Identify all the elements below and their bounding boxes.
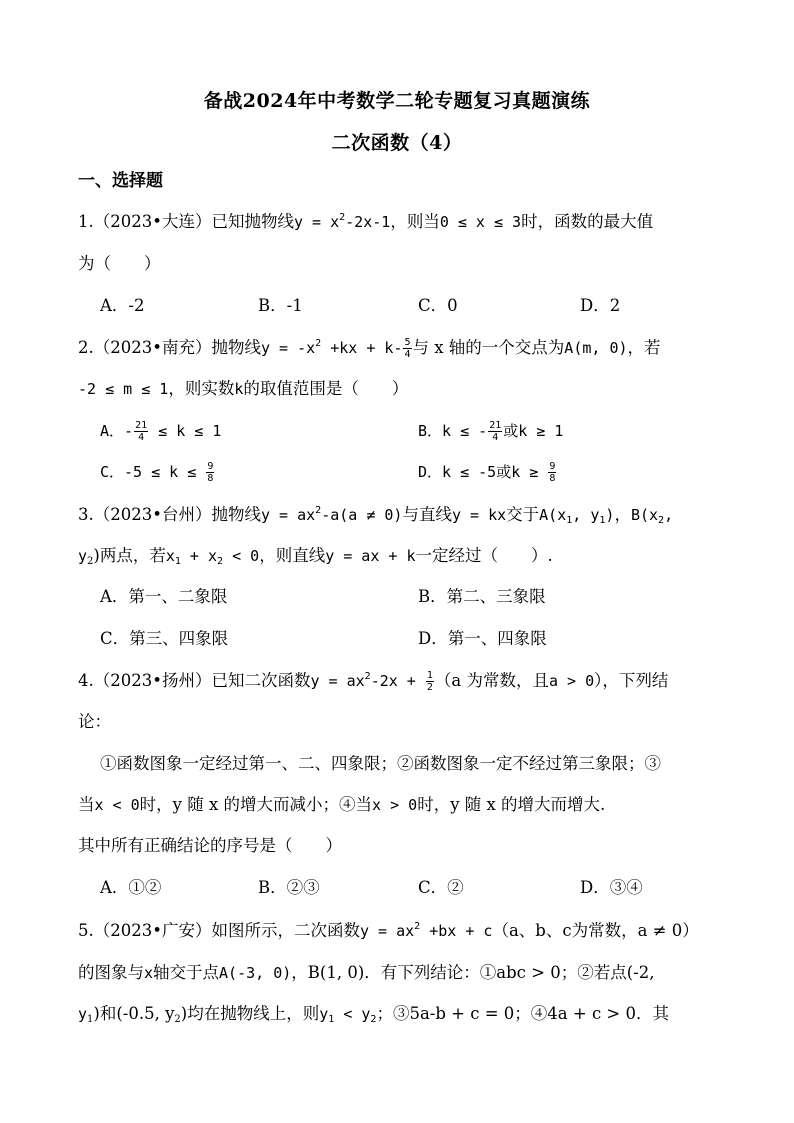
q5-y1-sub: 1	[87, 1014, 94, 1025]
q3-line2-eq: y = ax + k	[325, 547, 416, 565]
q5-prefix: 5.（2023•广安）如图所示，二次函数	[78, 921, 360, 940]
q4-eq-part1: y = ax	[310, 672, 365, 690]
q4-line4-a: 当	[78, 795, 95, 814]
q4-line4-e: 时，y 随 x 的增大而增大.	[417, 795, 606, 814]
q2-option-c-den: 8	[207, 473, 214, 484]
q5-line3-b: )和(-0.5, y	[93, 1004, 175, 1023]
q5-cmp-lt: < y	[334, 1005, 371, 1023]
q5-eq-part2: +bx + c	[420, 922, 493, 940]
q2-eq	[260, 337, 413, 360]
q2-option-b-post: 或k ≥ 1	[503, 422, 564, 440]
question-5-line-3	[78, 1003, 669, 1025]
q2-option-a-num: 21	[135, 420, 148, 431]
q2-option-c[interactable]	[100, 461, 215, 484]
q3-pb-end: ,	[664, 506, 674, 524]
q4-fraction	[426, 670, 434, 693]
q2-option-a[interactable]	[100, 420, 221, 443]
q2-exponent: 2	[315, 338, 322, 349]
q5-eq	[360, 922, 492, 940]
q3-sum-condition	[166, 547, 259, 565]
q4-frac-num: 1	[426, 670, 433, 681]
q4-eq	[310, 670, 434, 693]
q2-option-b-pre: B．k ≤ -	[418, 422, 488, 440]
document-title: 备战2024年中考数学二轮专题复习真题演练	[203, 90, 591, 112]
q4-x-gt-0: x > 0	[372, 796, 418, 814]
q2-eq-part1: y = -x	[260, 339, 316, 357]
q2-prefix: 2.（2023•南充）抛物线	[78, 338, 261, 357]
q1-option-b[interactable]: B．-1	[258, 296, 303, 315]
q3-line-eq: y = kx	[451, 506, 507, 524]
q1-eq-part1: y = x	[293, 213, 340, 231]
q1-option-a[interactable]: A．-2	[100, 296, 145, 315]
q2-option-a-pre: A．-	[100, 422, 134, 440]
q3-option-b[interactable]: B．第二、三象限	[418, 587, 546, 606]
q4-frac-den: 2	[426, 682, 433, 693]
q1-exponent: 2	[339, 212, 346, 223]
q3-pa-mid: , y	[572, 506, 600, 524]
q4-option-c[interactable]: C．②	[418, 878, 464, 897]
q5-line3-f: ；③5a-b + c = 0；④4a + c > 0．其	[376, 1004, 669, 1023]
q4-condition: a > 0	[549, 672, 595, 690]
q2-point: A(m, 0)	[564, 339, 628, 357]
q3-eq-part1: y = ax	[260, 506, 316, 524]
q5-point-a: A(-3, 0)	[219, 964, 292, 982]
question-5-line-2	[78, 962, 654, 984]
q3-pb-1: B(x	[630, 506, 659, 524]
q3-pa-sub2: 1	[599, 515, 606, 526]
q1-option-d[interactable]: D．2	[580, 296, 621, 315]
document-subtitle: 二次函数（4）	[331, 132, 463, 154]
q3-pa-sub1: 1	[566, 515, 573, 526]
q3-eq-part2: -a(a ≠ 0)	[321, 506, 403, 524]
q1-mid: ，则当	[390, 212, 440, 231]
q5-eq-part1: y = ax	[359, 922, 415, 940]
q2-option-c-num: 9	[207, 461, 214, 472]
q5-y1: y	[78, 1005, 88, 1023]
q2-option-d-pre: D．k ≤ -5或k ≥	[418, 463, 548, 481]
question-4-statements-line-1: ①函数图象一定经过第一、二、四象限；②函数图象一定不经过第三象限；③	[100, 754, 661, 773]
q2-frac-num: 5	[404, 337, 411, 348]
q4-option-a[interactable]: A．①②	[100, 878, 162, 897]
q3-option-d[interactable]: D．第一、四象限	[418, 629, 547, 648]
question-5-line-1	[78, 920, 699, 942]
q3-mid: 与直线	[402, 505, 452, 524]
q1-prefix: 1.（2023•大连）已知抛物线	[78, 212, 294, 231]
q5-line2-e: ，B(1, 0)．有下列结论：①abc > 0；②若点(-2,	[291, 963, 655, 982]
q2-option-d[interactable]	[418, 461, 557, 484]
q2-range: -2 ≤ m ≤ 1	[78, 380, 169, 398]
q2-option-b[interactable]	[418, 420, 563, 443]
q1-option-c[interactable]: C．0	[418, 296, 458, 315]
q3-option-c[interactable]: C．第三、四象限	[100, 629, 229, 648]
q3-option-a[interactable]: A．第一、二象限	[100, 587, 228, 606]
q1-post: 时，函数的最大值	[521, 212, 654, 231]
q4-eq-part2: -2x +	[370, 672, 425, 690]
question-4-line-2: 论：	[78, 712, 111, 731]
q5-line2-c: 轴交于点	[153, 963, 220, 982]
q2-frac-den: 4	[404, 349, 411, 360]
question-1-line-1	[78, 211, 653, 233]
q2-option-a-post: ≤ k ≤ 1	[149, 422, 222, 440]
q5-cmp-y2-sub: 2	[370, 1014, 377, 1025]
q3-mid2: 交于	[506, 505, 540, 524]
q3-line2-b: ，则直线	[259, 546, 326, 565]
q4-option-b[interactable]: B．②③	[258, 878, 320, 897]
q3-plus-x: + x	[180, 547, 218, 565]
q3-x1: x	[165, 547, 175, 565]
question-2-line-2	[78, 378, 408, 400]
question-4-statements-line-2	[78, 794, 605, 816]
q3-point-a	[539, 506, 614, 524]
q2-option-b-fraction	[488, 420, 502, 443]
q3-lt-zero: < 0	[223, 547, 260, 565]
question-3-line-1	[78, 504, 673, 526]
q5-x-axis: x	[144, 964, 154, 982]
q2-option-c-fraction	[206, 461, 214, 484]
q4-mid: （a 为常数，且	[434, 671, 549, 690]
question-4-prompt: 其中所有正确结论的序号是（ ）	[78, 836, 342, 855]
q5-line2-a: 的图象与	[78, 963, 144, 982]
q2-option-b-num: 21	[489, 420, 502, 431]
q4-x-lt-0: x < 0	[94, 796, 140, 814]
q5-cmp-y1: y	[319, 1005, 329, 1023]
q5-compare	[319, 1005, 376, 1023]
q2-eq-part2: +kx + k-	[321, 339, 403, 357]
question-3-line-2	[78, 545, 553, 567]
q2-option-a-fraction	[134, 420, 148, 443]
q2-option-a-den: 4	[138, 432, 145, 443]
section-heading: 一、选择题	[78, 171, 163, 191]
q2-var-k: k	[234, 380, 244, 398]
q2-option-d-num: 9	[549, 461, 556, 472]
q3-y2: y	[78, 547, 88, 565]
question-2-line-1	[78, 337, 661, 360]
q3-point-b	[631, 506, 673, 524]
q2-post2: ，若	[627, 338, 661, 357]
q3-eq	[261, 506, 403, 524]
q3-exponent: 2	[315, 505, 322, 516]
q3-line2-c: 一定经过（ ）.	[415, 546, 553, 565]
q3-pa-1: A(x	[539, 506, 567, 524]
q5-post: （a、b、c为常数，a ≠ 0）	[492, 921, 699, 940]
q4-exponent: 2	[364, 671, 371, 682]
q3-line2-a: )两点，若	[93, 546, 166, 565]
q5-cmp-y1-sub: 1	[328, 1014, 335, 1025]
q5-exponent: 2	[414, 921, 421, 932]
q3-pa-end: )	[605, 506, 615, 524]
q2-post: 与 x 轴的一个交点为	[412, 338, 565, 357]
q5-line3-c: )均在抛物线上，则	[180, 1004, 320, 1023]
q2-option-b-den: 4	[492, 432, 499, 443]
q4-post: ），下列结	[594, 671, 669, 690]
q2-fraction	[403, 337, 411, 360]
q2-line2-text: ，则实数	[168, 379, 235, 398]
q3-y2-sub: 2	[87, 556, 94, 567]
q1-condition: 0 ≤ x ≤ 3	[439, 213, 522, 231]
q4-line4-c: 时，y 随 x 的增大而减小；④当	[139, 795, 373, 814]
q4-prefix: 4.（2023•扬州）已知二次函数	[78, 671, 311, 690]
question-1-line-2: 为（ ）	[78, 254, 161, 273]
q3-x1-sub: 1	[174, 556, 181, 567]
q5-y2-sub: 2	[174, 1014, 181, 1025]
q2-option-d-den: 8	[549, 473, 556, 484]
q1-eq-part2: -2x-1	[345, 213, 391, 231]
q2-option-c-pre: C．-5 ≤ k ≤	[100, 463, 206, 481]
q2-line2-end: 的取值范围是（ ）	[243, 379, 409, 398]
q3-pb-sub1: 2	[658, 515, 665, 526]
q3-prefix: 3.（2023•台州）抛物线	[78, 505, 261, 524]
q3-x2-sub: 2	[217, 556, 224, 567]
q2-option-d-fraction	[548, 461, 556, 484]
question-4-line-1	[78, 670, 668, 693]
q3-comma: ，	[614, 505, 631, 524]
q4-option-d[interactable]: D．③④	[580, 878, 643, 897]
q1-eq	[294, 213, 390, 231]
